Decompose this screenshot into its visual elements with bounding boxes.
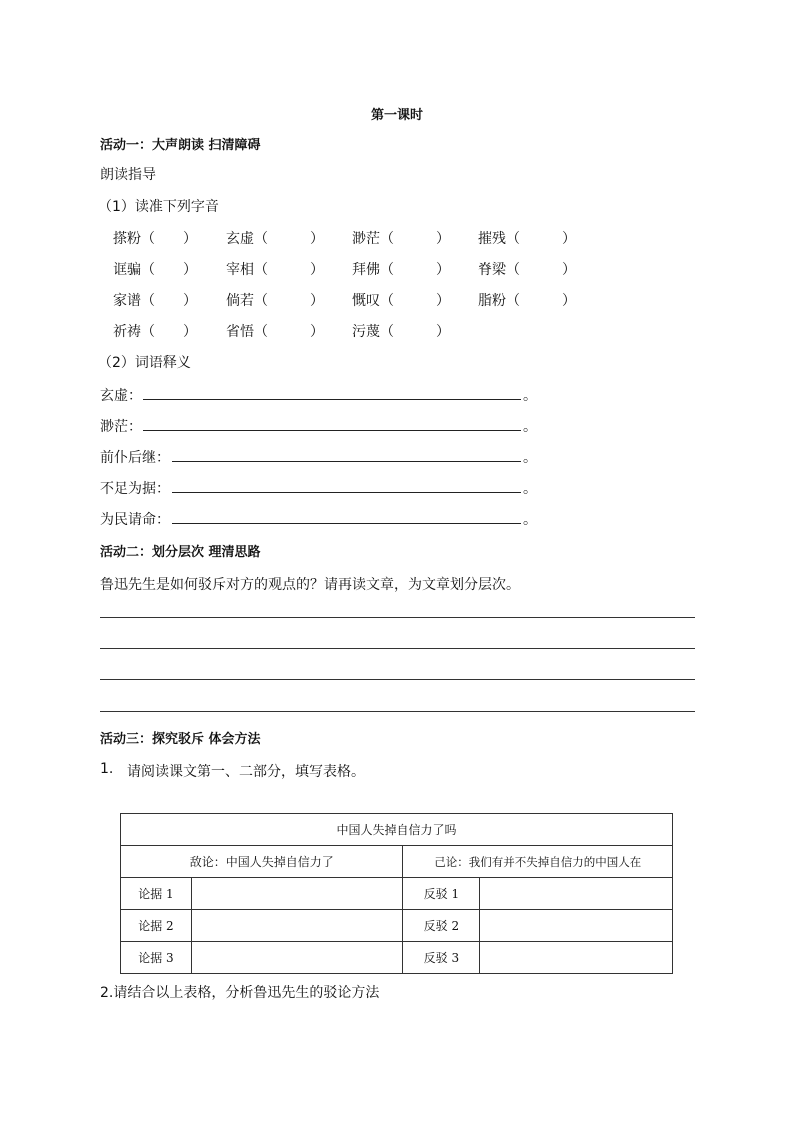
evidence-cell[interactable] <box>191 878 403 910</box>
definition-answer-line[interactable] <box>172 492 521 493</box>
definition-section-label: （2）词语释义 <box>98 355 191 371</box>
definition-answer-line[interactable] <box>143 430 521 431</box>
word-item: 宰相（ ） <box>226 262 324 278</box>
rebuttal-label: 反驳 2 <box>403 910 480 942</box>
word-item: 搽粉（ ） <box>113 231 197 247</box>
word-item: 摧残（ ） <box>478 231 576 247</box>
activity2-heading: 活动二：划分层次 理清思路 <box>100 545 261 560</box>
word-item: 渺茫（ ） <box>352 231 450 247</box>
activity3-question-1: 请阅读课文第一、二部分，填写表格。 <box>127 764 365 780</box>
evidence-cell[interactable] <box>191 910 403 942</box>
answer-line[interactable] <box>100 648 695 649</box>
evidence-cell[interactable] <box>191 942 403 974</box>
word-item: 慨叹（ ） <box>352 293 450 309</box>
table-row <box>121 942 673 974</box>
reading-guide-label: 朗读指导 <box>100 167 156 183</box>
evidence-label: 论据 3 <box>121 942 192 974</box>
definition-period: 。 <box>523 450 537 466</box>
answer-line[interactable] <box>100 617 695 618</box>
rebuttal-cell[interactable] <box>480 910 673 942</box>
definition-answer-line[interactable] <box>172 523 521 524</box>
page-title: 第一课时 <box>370 108 423 123</box>
activity3-question-2: 2.请结合以上表格，分析鲁迅先生的驳论方法 <box>100 985 380 1001</box>
word-item: 脂粉（ ） <box>478 293 576 309</box>
question-number: 1. <box>100 761 114 777</box>
definition-term: 玄虚： <box>100 388 142 404</box>
pronunciation-section-label: （1）读准下列字音 <box>98 199 219 215</box>
word-item: 祈祷（ ） <box>113 324 197 340</box>
definition-term: 不足为据： <box>100 481 170 497</box>
table-title: 中国人失掉自信力了吗 <box>121 814 673 846</box>
rebuttal-cell[interactable] <box>480 942 673 974</box>
answer-line[interactable] <box>100 711 695 712</box>
rebuttal-cell[interactable] <box>480 878 673 910</box>
word-item: 家谱（ ） <box>113 293 197 309</box>
rebuttal-label: 反驳 3 <box>403 942 480 974</box>
own-argument-header: 己论：我们有并不失掉自信力的中国人在 <box>403 846 673 878</box>
definition-period: 。 <box>523 388 537 404</box>
word-item: 污蔑（ ） <box>352 324 450 340</box>
evidence-label: 论据 1 <box>121 878 192 910</box>
word-item: 拜佛（ ） <box>352 262 450 278</box>
activity2-question: 鲁迅先生是如何驳斥对方的观点的？请再读文章，为文章划分层次。 <box>100 577 520 593</box>
enemy-argument-header: 敌论：中国人失掉自信力了 <box>121 846 403 878</box>
definition-period: 。 <box>523 419 537 435</box>
activity3-heading: 活动三：探究驳斥 体会方法 <box>100 732 261 747</box>
definition-period: 。 <box>523 481 537 497</box>
definition-answer-line[interactable] <box>172 461 521 462</box>
definition-term: 渺茫： <box>100 419 142 435</box>
activity1-heading: 活动一：大声朗读 扫清障碍 <box>100 138 261 153</box>
rebuttal-label: 反驳 1 <box>403 878 480 910</box>
argument-table <box>120 813 673 974</box>
definition-term: 为民请命： <box>100 512 170 528</box>
table-row <box>121 910 673 942</box>
evidence-label: 论据 2 <box>121 910 192 942</box>
definition-period: 。 <box>523 512 537 528</box>
table-row <box>121 878 673 910</box>
definition-answer-line[interactable] <box>143 399 521 400</box>
word-item: 省悟（ ） <box>226 324 324 340</box>
word-item: 诓骗（ ） <box>113 262 197 278</box>
definition-term: 前仆后继： <box>100 450 170 466</box>
word-item: 脊梁（ ） <box>478 262 576 278</box>
word-item: 倘若（ ） <box>226 293 324 309</box>
word-item: 玄虚（ ） <box>226 231 324 247</box>
answer-line[interactable] <box>100 679 695 680</box>
